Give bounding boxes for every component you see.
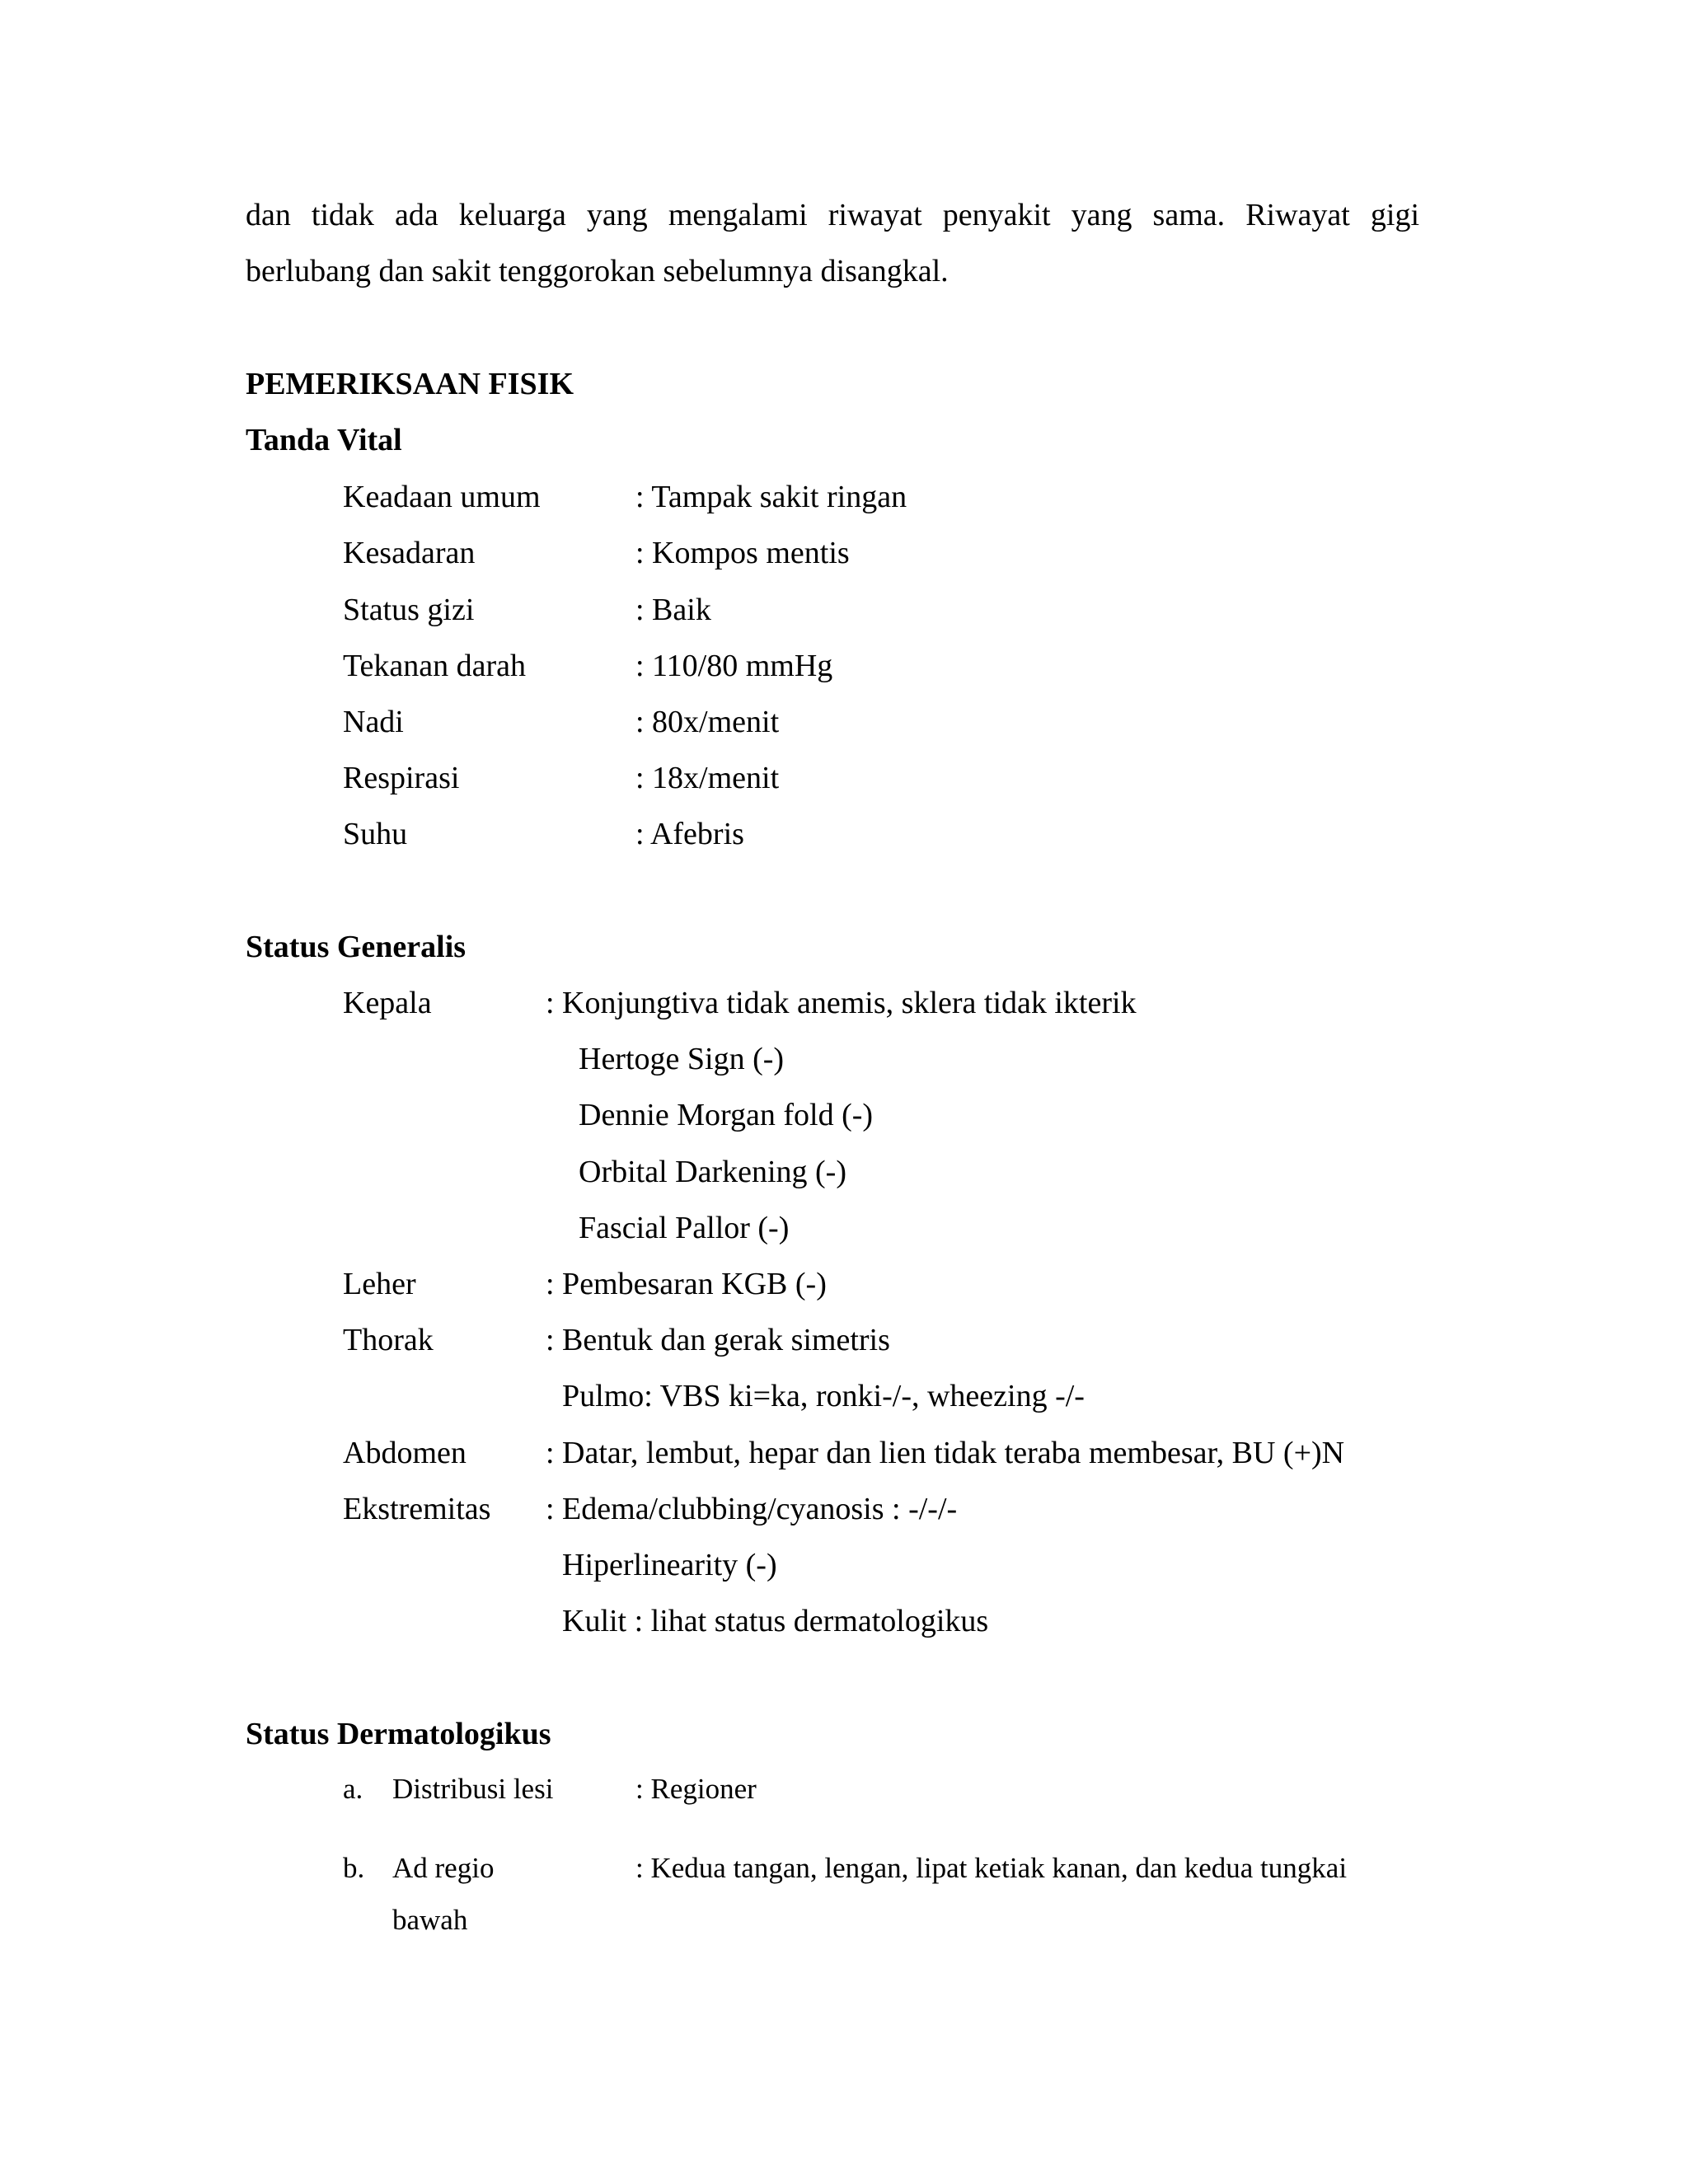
generalis-ekstremitas-cont-1: Hiperlinearity (-) — [562, 1548, 777, 1582]
status-dermatologikus-heading: Status Dermatologikus — [246, 1717, 551, 1751]
vital-label-keadaan-umum: Keadaan umum — [343, 480, 541, 514]
generalis-value-kepala: : Konjungtiva tidak anemis, sklera tidak ikterik — [546, 986, 1137, 1020]
generalis-thorak-cont-1: Pulmo: VBS ki=ka, ronki-/-, wheezing -/- — [562, 1379, 1085, 1413]
generalis-kepala-cont-3: Orbital Darkening (-) — [579, 1155, 846, 1189]
vital-value-suhu: : Afebris — [635, 817, 744, 851]
vital-label-respirasi: Respirasi — [343, 761, 460, 795]
generalis-label-leher: Leher — [343, 1267, 416, 1301]
derm-item-b-label: Ad regio — [392, 1852, 495, 1884]
derm-item-b-marker: b. — [343, 1852, 365, 1884]
section-title: PEMERIKSAAN FISIK — [246, 367, 574, 401]
vital-label-kesadaran: Kesadaran — [343, 536, 476, 570]
vital-value-status-gizi: : Baik — [635, 593, 711, 627]
generalis-value-ekstremitas: : Edema/clubbing/cyanosis : -/-/- — [546, 1492, 958, 1526]
intro-line-2: berlubang dan sakit tenggorokan sebelumnya disangkal. — [246, 254, 949, 288]
derm-item-a-label: Distribusi lesi — [392, 1773, 554, 1805]
derm-item-a-marker: a. — [343, 1773, 363, 1805]
vital-value-tekanan-darah: : 110/80 mmHg — [635, 649, 833, 683]
generalis-label-ekstremitas: Ekstremitas — [343, 1492, 491, 1526]
generalis-ekstremitas-cont-2: Kulit : lihat status dermatologikus — [562, 1604, 989, 1638]
vital-label-nadi: Nadi — [343, 705, 404, 739]
vital-value-respirasi: : 18x/menit — [635, 761, 780, 795]
status-generalis-heading: Status Generalis — [246, 930, 467, 964]
vital-label-status-gizi: Status gizi — [343, 593, 475, 627]
generalis-value-leher: : Pembesaran KGB (-) — [546, 1267, 827, 1301]
vital-label-suhu: Suhu — [343, 817, 408, 851]
generalis-label-kepala: Kepala — [343, 986, 432, 1020]
intro-line-1: dan tidak ada keluarga yang mengalami riwayat penyakit yang sama. Riwayat gigi — [246, 198, 1419, 232]
derm-item-a-value: : Regioner — [635, 1773, 757, 1805]
derm-item-b-label-cont: bawah — [392, 1904, 468, 1936]
vital-value-nadi: : 80x/menit — [635, 705, 780, 739]
generalis-kepala-cont-4: Fascial Pallor (-) — [579, 1211, 790, 1245]
vital-label-tekanan-darah: Tekanan darah — [343, 649, 527, 683]
generalis-value-thorak: : Bentuk dan gerak simetris — [546, 1323, 890, 1357]
vital-value-keadaan-umum: : Tampak sakit ringan — [635, 480, 907, 514]
generalis-kepala-cont-2: Dennie Morgan fold (-) — [579, 1098, 874, 1132]
vital-value-kesadaran: : Kompos mentis — [635, 536, 850, 570]
generalis-value-abdomen: : Datar, lembut, hepar dan lien tidak teraba membesar, BU (+)N — [546, 1436, 1345, 1470]
generalis-label-abdomen: Abdomen — [343, 1436, 467, 1470]
derm-item-b-value: : Kedua tangan, lengan, lipat ketiak kanan, dan kedua tungkai — [635, 1852, 1348, 1884]
generalis-kepala-cont-1: Hertoge Sign (-) — [579, 1042, 785, 1076]
tanda-vital-heading: Tanda Vital — [246, 423, 402, 457]
generalis-label-thorak: Thorak — [343, 1323, 434, 1357]
